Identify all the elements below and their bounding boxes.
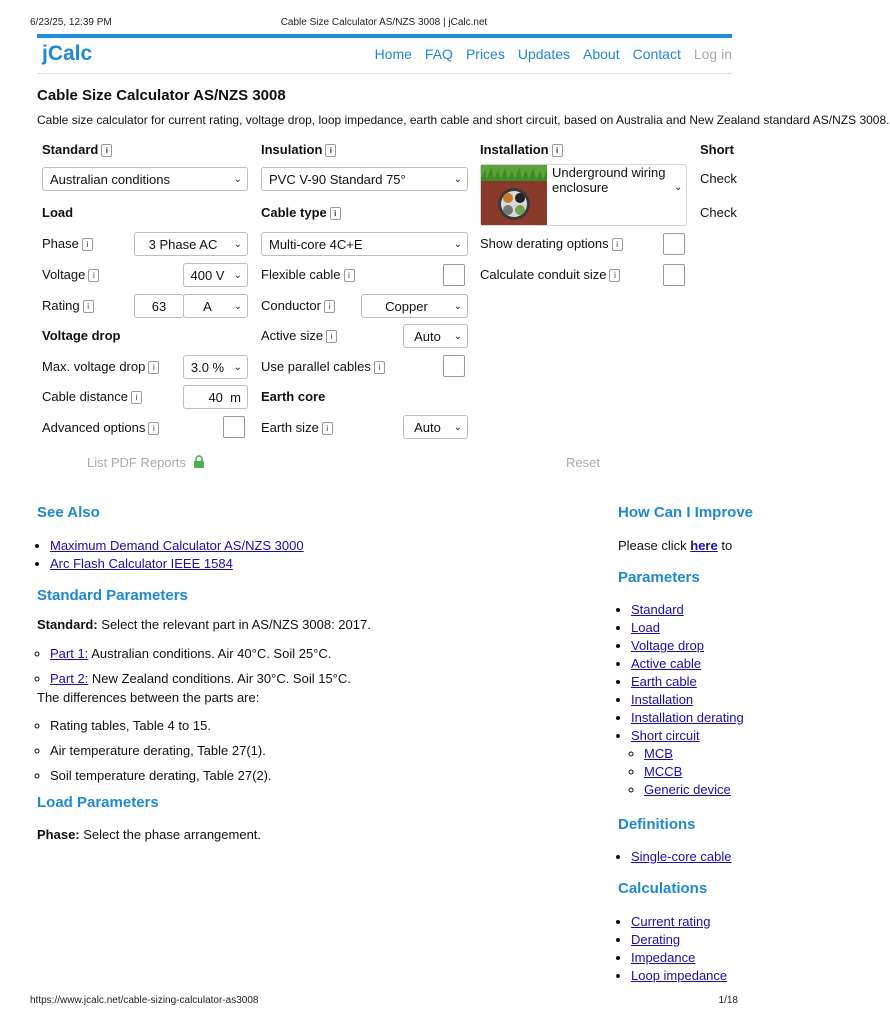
insulation-label-text: Insulation <box>261 142 323 157</box>
sidebar <box>618 500 754 990</box>
parallel-cables-label <box>261 359 385 374</box>
max-voltage-drop-value: 3.0 % <box>190 360 225 375</box>
param-earth-cable-link[interactable]: Earth cable <box>631 674 697 689</box>
nav-contact[interactable]: Contact <box>632 46 681 62</box>
rating-unit-select[interactable] <box>183 294 248 318</box>
list-item <box>631 637 744 655</box>
advanced-options-label <box>42 420 159 435</box>
cable-type-select[interactable] <box>261 232 468 256</box>
phase-param-desc: Select the phase arrangement. <box>79 827 262 842</box>
list-item <box>644 745 744 763</box>
mccb-link[interactable]: MCCB <box>644 764 683 779</box>
list-item <box>631 691 744 709</box>
brand-logo[interactable]: jCalc <box>42 42 93 65</box>
print-url: https://www.jcalc.net/cable-sizing-calculator-as3008 <box>30 995 259 1006</box>
info-icon[interactable]: i <box>148 422 159 435</box>
nav-about[interactable]: About <box>583 46 620 62</box>
parameters-heading: Parameters <box>618 569 700 586</box>
how-improve-heading: How Can I Improve <box>618 504 754 521</box>
arc-flash-link[interactable]: Arc Flash Calculator IEEE 1584 <box>50 556 233 571</box>
info-icon[interactable]: i <box>83 300 94 313</box>
cable-type-label <box>261 205 341 220</box>
nav-divider <box>37 73 732 74</box>
rating-unit-value: A <box>203 299 212 314</box>
page-description: Cable size calculator for current rating, voltage drop, loop impedance, earth cable and short circuit, based on Australia and New Zealand standard AS/NZS 3008. <box>37 113 890 127</box>
earth-size-label <box>261 420 333 435</box>
load-heading: Load <box>42 205 74 220</box>
nav-home[interactable]: Home <box>374 46 412 62</box>
definitions-list <box>618 848 731 866</box>
chevron-down-icon: ⌄ <box>453 301 462 312</box>
chevron-down-icon: ⌄ <box>233 270 242 281</box>
param-active-cable-link[interactable]: Active cable <box>631 656 702 671</box>
conductor-select-value: Copper <box>385 299 428 314</box>
main-nav <box>362 46 732 62</box>
installation-select-value: Underground wiring enclosure <box>552 165 666 195</box>
phase-param-text <box>37 827 261 842</box>
rating-input[interactable]: 63 <box>134 294 184 318</box>
short-circuit-check-2[interactable]: Check <box>700 205 737 220</box>
voltage-label-text: Voltage <box>42 267 86 282</box>
earth-size-select-value: Auto <box>414 420 441 435</box>
please-click-text <box>618 538 732 553</box>
short-circuit-check-1[interactable]: Check <box>700 171 737 186</box>
flexible-cable-label <box>261 267 355 282</box>
conduit-size-label-text: Calculate conduit size <box>480 267 607 282</box>
chevron-down-icon: ⌄ <box>453 174 462 185</box>
phase-select-value: 3 Phase AC <box>148 237 218 252</box>
short-circuit-column <box>699 130 737 240</box>
parallel-cables-checkbox[interactable] <box>443 355 465 377</box>
standard-parameters-heading: Standard Parameters <box>37 587 188 604</box>
generic-device-link[interactable]: Generic device <box>644 782 731 797</box>
info-icon[interactable]: i <box>82 238 93 251</box>
info-icon[interactable]: i <box>148 361 159 374</box>
chevron-down-icon: ⌄ <box>233 362 242 373</box>
voltage-select[interactable] <box>183 263 248 287</box>
standard-param-text <box>37 617 371 632</box>
to-text: to <box>717 538 733 553</box>
nav-prices[interactable]: Prices <box>465 46 505 62</box>
cable-distance-label-text: Cable distance <box>42 389 128 404</box>
phase-select[interactable] <box>134 232 248 256</box>
param-load-link[interactable]: Load <box>631 620 660 635</box>
parts-list <box>37 641 351 691</box>
param-installation-link[interactable]: Installation <box>631 692 694 707</box>
current-rating-link[interactable]: Current rating <box>631 914 711 929</box>
see-also-heading: See Also <box>37 504 100 521</box>
list-item <box>631 931 727 949</box>
cable-distance-unit: m <box>230 390 241 405</box>
active-size-label-text: Active size <box>261 328 324 343</box>
chevron-down-icon: ⌄ <box>233 174 242 185</box>
derating-link[interactable]: Derating <box>631 932 681 947</box>
standard-param-desc: Select the relevant part in AS/NZS 3008: 2017. <box>97 617 371 632</box>
info-icon[interactable]: i <box>326 330 337 343</box>
earth-core-heading: Earth core <box>261 389 326 404</box>
here-link[interactable]: here <box>690 538 718 553</box>
info-icon[interactable]: i <box>330 207 341 220</box>
chevron-down-icon: ⌄ <box>453 422 462 433</box>
standard-label-text: Standard <box>42 142 99 157</box>
info-icon[interactable]: i <box>324 300 335 313</box>
mcb-link[interactable]: MCB <box>644 746 673 761</box>
param-installation-derating-link[interactable]: Installation derating <box>631 710 744 725</box>
parameters-list <box>618 601 744 799</box>
max-demand-link[interactable]: Maximum Demand Calculator AS/NZS 3000 <box>50 538 304 553</box>
calculations-heading: Calculations <box>618 880 708 897</box>
cable-distance-input[interactable] <box>183 385 248 409</box>
chevron-down-icon: ⌄ <box>233 301 242 312</box>
short-circuit-label: Short <box>700 142 734 157</box>
insulation-label <box>261 142 336 157</box>
cable-distance-value: 40 <box>208 390 223 405</box>
standard-label <box>42 142 112 157</box>
please-text: Please click <box>618 538 691 553</box>
rating-label-text: Rating <box>42 298 80 313</box>
cable-distance-label <box>42 389 142 404</box>
part1-text: Australian conditions. Air 40°C. Soil 25°C. <box>88 646 332 661</box>
insulation-select[interactable] <box>261 167 468 191</box>
info-icon[interactable]: i <box>374 361 385 374</box>
info-icon[interactable]: i <box>344 269 355 282</box>
list-item <box>631 848 731 866</box>
list-item <box>50 666 351 691</box>
rating-label <box>42 298 94 313</box>
active-size-label <box>261 328 337 343</box>
info-icon[interactable]: i <box>609 269 620 282</box>
part2-text: New Zealand conditions. Air 30°C. Soil 15°C. <box>88 671 351 686</box>
conductor-select[interactable] <box>361 294 468 318</box>
advanced-options-label-text: Advanced options <box>42 420 146 435</box>
flexible-cable-label-text: Flexible cable <box>261 267 341 282</box>
list-item <box>631 709 744 727</box>
list-pdf-reports-link[interactable] <box>87 455 205 470</box>
list-item: ◦ Air temperature derating, Table 27(1). <box>50 738 272 763</box>
installation-label <box>480 142 563 157</box>
print-page-number: 1/18 <box>718 995 738 1006</box>
show-derating-label-text: Show derating options <box>480 236 609 251</box>
param-standard-link[interactable]: Standard <box>631 602 684 617</box>
info-icon[interactable]: i <box>131 391 142 404</box>
info-icon[interactable]: i <box>612 238 623 251</box>
reset-button[interactable]: Reset <box>566 455 600 470</box>
voltage-drop-heading: Voltage drop <box>42 328 121 343</box>
show-derating-label <box>480 236 623 251</box>
phase-param-bold: Phase: <box>37 827 80 842</box>
max-voltage-drop-label <box>42 359 159 374</box>
earth-size-label-text: Earth size <box>261 420 319 435</box>
standard-select[interactable] <box>42 167 248 191</box>
differences-text: The differences between the parts are: <box>37 690 260 705</box>
conduit-size-checkbox[interactable] <box>663 264 685 286</box>
flexible-cable-checkbox[interactable] <box>443 264 465 286</box>
cable-type-label-text: Cable type <box>261 205 327 220</box>
info-icon[interactable]: i <box>325 144 336 157</box>
cable-type-select-value: Multi-core 4C+E <box>269 237 363 252</box>
parallel-cables-label-text: Use parallel cables <box>261 359 371 374</box>
phase-label-text: Phase <box>42 236 79 251</box>
page-title: Cable Size Calculator AS/NZS 3008 <box>37 87 286 104</box>
info-icon[interactable]: i <box>101 144 112 157</box>
conductor-label-text: Conductor <box>261 298 321 313</box>
voltage-label <box>42 267 99 282</box>
active-size-select[interactable] <box>403 324 468 348</box>
definitions-heading: Definitions <box>618 816 696 833</box>
loop-impedance-link[interactable]: Loop impedance <box>631 968 728 983</box>
advanced-options-checkbox[interactable] <box>223 416 245 438</box>
list-item: ◦ Soil temperature derating, Table 27(2). <box>50 763 272 788</box>
max-voltage-drop-select[interactable] <box>183 355 248 379</box>
phase-label <box>42 236 93 251</box>
single-core-cable-link[interactable]: Single-core cable <box>631 849 732 864</box>
chevron-down-icon: ⌄ <box>674 182 683 193</box>
underground-enclosure-icon <box>481 165 547 225</box>
standard-select-value: Australian conditions <box>50 172 170 187</box>
list-item <box>644 781 744 799</box>
conductor-label <box>261 298 335 313</box>
list-item <box>631 727 744 799</box>
list-item <box>631 949 727 967</box>
list-item <box>50 555 304 573</box>
print-datetime: 6/23/25, 12:39 PM <box>30 17 112 28</box>
list-item: ◦ Rating tables, Table 4 to 15. <box>50 713 272 738</box>
info-icon[interactable]: i <box>322 422 333 435</box>
installation-label-text: Installation <box>480 142 549 157</box>
calculations-list <box>618 913 727 985</box>
max-voltage-drop-label-text: Max. voltage drop <box>42 359 146 374</box>
param-short-circuit-link[interactable]: Short circuit <box>631 728 700 743</box>
list-item <box>631 655 744 673</box>
see-also-list <box>37 537 304 573</box>
part2-link[interactable]: Part 2: <box>50 671 89 686</box>
list-item <box>631 619 744 637</box>
top-accent-bar <box>37 34 732 38</box>
voltage-select-value: 400 V <box>190 268 225 283</box>
nav-login[interactable]: Log in <box>693 46 732 62</box>
param-voltage-drop-link[interactable]: Voltage drop <box>631 638 705 653</box>
short-circuit-sublist <box>631 745 744 799</box>
info-icon[interactable]: i <box>88 269 99 282</box>
earth-size-select[interactable] <box>403 415 468 439</box>
differences-list <box>37 713 272 788</box>
list-item <box>644 763 744 781</box>
insulation-select-value: PVC V-90 Standard 75° <box>269 172 406 187</box>
show-derating-checkbox[interactable] <box>663 233 685 255</box>
part1-link[interactable]: Part 1: <box>50 646 89 661</box>
active-size-select-value: Auto <box>414 329 441 344</box>
conduit-size-label <box>480 267 620 282</box>
nav-faq[interactable]: FAQ <box>424 46 453 62</box>
list-pdf-reports-text: List PDF Reports <box>87 455 186 470</box>
chevron-down-icon: ⌄ <box>453 331 462 342</box>
load-parameters-heading: Load Parameters <box>37 794 159 811</box>
list-item <box>631 673 744 691</box>
info-icon[interactable]: i <box>552 144 563 157</box>
chevron-down-icon: ⌄ <box>453 239 462 250</box>
list-item <box>50 537 304 555</box>
list-item <box>631 913 727 931</box>
lock-icon <box>193 455 205 468</box>
list-item <box>631 967 727 985</box>
list-item <box>50 641 351 666</box>
nav-updates[interactable]: Updates <box>517 46 570 62</box>
list-item <box>631 601 744 619</box>
print-title: Cable Size Calculator AS/NZS 3008 | jCalc.net <box>280 17 488 28</box>
standard-param-bold: Standard: <box>37 617 98 632</box>
impedance-link[interactable]: Impedance <box>631 950 696 965</box>
installation-select[interactable] <box>480 164 687 226</box>
chevron-down-icon: ⌄ <box>233 239 242 250</box>
